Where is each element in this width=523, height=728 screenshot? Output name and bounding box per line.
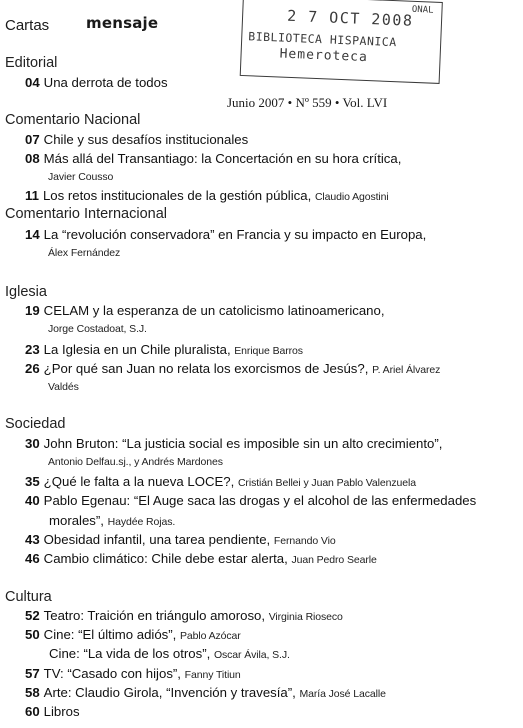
article-author: Cristián Bellei y Juan Pablo Valenzuela: [237, 477, 416, 489]
page-number: 52: [25, 608, 40, 623]
page-number: 50: [25, 627, 40, 642]
issue-info: Junio 2007 • Nº 559 • Vol. LVI: [227, 95, 388, 110]
article-title: Cambio climático: Chile debe estar alerta,: [43, 551, 288, 566]
article-title: Arte: Claudio Girola, “Invención y travesía”,: [43, 685, 296, 700]
page-number: 07: [25, 132, 40, 147]
page-number: 30: [25, 436, 40, 451]
article-author: María José Lacalle: [299, 688, 386, 700]
toc-entry[interactable]: [25, 75, 168, 90]
library-stamp: [240, 0, 443, 84]
article-author: Fernando Vio: [273, 535, 336, 547]
toc-entry[interactable]: [25, 361, 440, 376]
article-author: Fanny Titiun: [184, 669, 241, 681]
article-author: Antonio Delfau.sj., y Andrés Mardones: [48, 456, 223, 468]
stamp-division: Hemeroteca: [279, 46, 369, 66]
page-number: 19: [25, 303, 40, 318]
page-number: 57: [25, 666, 40, 681]
article-title: Una derrota de todos: [43, 75, 168, 90]
article-title: Chile y sus desafíos institucionales: [43, 132, 249, 147]
page-number: 43: [25, 532, 40, 547]
section-title-cultura: Cultura: [5, 589, 52, 605]
toc-entry-continued: [49, 513, 175, 528]
page-number: 04: [25, 75, 40, 90]
cartas-link[interactable]: Cartas: [5, 17, 50, 34]
article-title: ¿Qué le falta a la nueva LOCE?,: [43, 474, 235, 489]
article-title: John Bruton: “La justicia social es imposible sin un alto crecimiento”,: [43, 436, 443, 451]
toc-entry[interactable]: [25, 188, 389, 203]
article-title: Más allá del Transantiago: la Concertación en su hora crítica,: [43, 151, 402, 166]
toc-entry[interactable]: [25, 227, 426, 242]
toc-entry[interactable]: [25, 151, 401, 166]
article-title: Pablo Egenau: “El Auge saca las drogas y el alcohol de las enfermedades: [43, 493, 477, 508]
article-author: Oscar Ávila, S.J.: [213, 649, 290, 661]
article-title: CELAM y la esperanza de un catolicismo latinoamericano,: [43, 303, 385, 318]
page-number: 11: [25, 188, 39, 203]
article-author: P. Ariel Álvarez: [372, 364, 441, 376]
section-title-editorial: Editorial: [5, 55, 58, 71]
article-author: Virginia Rioseco: [268, 611, 343, 623]
article-author: Álex Fernández: [48, 247, 121, 259]
toc-entry[interactable]: [25, 685, 386, 700]
toc-entry[interactable]: [25, 436, 442, 451]
article-title: La “revolución conservadora” en Francia y su impacto en Europa,: [43, 227, 427, 242]
article-title: Cine: “La vida de los otros”,: [49, 646, 211, 661]
page-number: 40: [25, 493, 40, 508]
toc-entry[interactable]: [25, 666, 241, 681]
magazine-logo: mensaje: [86, 14, 159, 32]
page-number: 58: [25, 685, 40, 700]
article-title: Libros: [43, 704, 80, 719]
toc-entry[interactable]: [25, 627, 241, 642]
section-title-iglesia: Iglesia: [5, 284, 47, 300]
toc-entry[interactable]: [49, 646, 290, 661]
article-title-continued: morales”,: [49, 513, 104, 528]
page-number: 35: [25, 474, 40, 489]
toc-entry[interactable]: [25, 342, 303, 357]
article-title: Cine: “El último adiós”,: [43, 627, 177, 642]
page-number: 26: [25, 361, 40, 376]
stamp-library: BIBLIOTECA HISPANICA: [248, 29, 397, 50]
article-author: Juan Pedro Searle: [291, 554, 377, 566]
toc-entry[interactable]: [25, 532, 336, 547]
article-author-continued: Valdés: [48, 381, 79, 393]
article-title: Teatro: Traición en triángulo amoroso,: [43, 608, 266, 623]
stamp-corner-text: ONAL: [411, 4, 434, 16]
toc-entry[interactable]: [25, 474, 416, 489]
article-author: Haydée Rojas.: [107, 516, 176, 528]
section-title-nacional: Comentario Nacional: [5, 112, 141, 128]
article-title: ¿Por qué san Juan no relata los exorcismos de Jesús?,: [43, 361, 369, 376]
article-title: Los retos institucionales de la gestión pública,: [42, 188, 312, 203]
section-title-sociedad: Sociedad: [5, 416, 66, 432]
page-number: 23: [25, 342, 40, 357]
article-title: TV: “Casado con hijos”,: [43, 666, 181, 681]
toc-entry[interactable]: [25, 551, 377, 566]
toc-entry[interactable]: [25, 704, 80, 719]
stamp-date: 2 7 OCT 2008: [286, 6, 414, 30]
toc-entry[interactable]: [25, 608, 343, 623]
toc-entry[interactable]: [25, 493, 476, 508]
article-author: Javier Cousso: [48, 171, 114, 183]
section-title-internacional: Comentario Internacional: [5, 206, 168, 222]
page-number: 08: [25, 151, 40, 166]
page-number: 14: [25, 227, 40, 242]
toc-entry[interactable]: [25, 303, 385, 318]
article-title: Obesidad infantil, una tarea pendiente,: [43, 532, 271, 547]
article-author: Pablo Azócar: [180, 630, 241, 642]
article-author: Jorge Costadoat, S.J.: [48, 323, 147, 335]
article-author: Claudio Agostini: [314, 191, 389, 203]
toc-entry[interactable]: [25, 132, 248, 147]
page-number: 46: [25, 551, 40, 566]
article-title: La Iglesia en un Chile pluralista,: [43, 342, 231, 357]
article-author: Enrique Barros: [234, 345, 303, 357]
page-number: 60: [25, 704, 40, 719]
